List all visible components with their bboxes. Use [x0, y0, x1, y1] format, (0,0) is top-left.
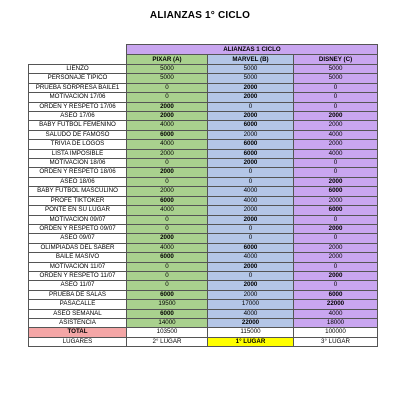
table-row	[29, 196, 378, 205]
row-label: OLIMPIADAS DEL SABER	[29, 243, 127, 252]
column-header-disney: DISNEY (C)	[294, 55, 378, 65]
table-row	[29, 271, 378, 280]
score-cell-disney: 0	[294, 262, 378, 271]
score-cell-disney: 2000	[294, 224, 378, 233]
page-title: ALIANZAS 1° CICLO	[149, 10, 251, 21]
row-label: LISTA IMPOSIBLE	[29, 149, 127, 158]
row-label: BABY FUTBOL FEMENINO	[29, 121, 127, 130]
score-cell-pixar: 6000	[127, 290, 208, 299]
row-label: ASISTENCIA	[29, 318, 127, 327]
table-row	[29, 140, 378, 149]
row-label: BABY FUTBOL MASCULINO	[29, 187, 127, 196]
score-cell-disney: 2000	[294, 121, 378, 130]
score-cell-disney: 2000	[294, 177, 378, 186]
score-cell-pixar: 2000	[127, 187, 208, 196]
score-cell-pixar: 0	[127, 83, 208, 92]
score-cell-disney: 2000	[294, 243, 378, 252]
column-header-row	[29, 55, 378, 65]
score-cell-marvel: 6000	[208, 243, 294, 252]
score-cell-pixar: 5000	[127, 65, 208, 74]
score-cell-marvel: 0	[208, 271, 294, 280]
score-cell-marvel: 4000	[208, 253, 294, 262]
table-row	[29, 74, 378, 83]
score-cell-disney: 0	[294, 281, 378, 290]
total-row	[29, 328, 378, 337]
score-cell-pixar: 0	[127, 262, 208, 271]
score-cell-marvel: 6000	[208, 149, 294, 158]
row-label: ORDEN Y RESPETO 11/07	[29, 271, 127, 280]
row-label: ASEO SEMANAL	[29, 309, 127, 318]
score-cell-disney: 6000	[294, 290, 378, 299]
places-row	[29, 337, 378, 346]
row-label: PRUEBA SORPRESA BAILE1	[29, 83, 127, 92]
score-cell-disney: 5000	[294, 74, 378, 83]
blank-cell	[29, 55, 127, 65]
scores-table-body	[29, 45, 378, 347]
score-cell-marvel: 4000	[208, 196, 294, 205]
table-header-row	[29, 45, 378, 55]
row-label: ASEO 09/07	[29, 234, 127, 243]
row-label: MOTIVACION 09/07	[29, 215, 127, 224]
table-row	[29, 318, 378, 327]
score-cell-disney: 0	[294, 102, 378, 111]
score-cell-marvel: 2000	[208, 93, 294, 102]
table-row	[29, 168, 378, 177]
row-label: SALUDO DE FAMOSO	[29, 130, 127, 139]
place-cell-disney: 3° LUGAR	[294, 337, 378, 346]
score-cell-pixar: 0	[127, 281, 208, 290]
table-row	[29, 262, 378, 271]
score-cell-disney: 4000	[294, 130, 378, 139]
score-cell-pixar: 2000	[127, 168, 208, 177]
blank-cell	[29, 45, 127, 55]
row-label: BAILE MASIVO	[29, 253, 127, 262]
score-cell-disney: 0	[294, 159, 378, 168]
score-cell-disney: 2000	[294, 196, 378, 205]
score-cell-disney: 0	[294, 93, 378, 102]
score-cell-disney: 2000	[294, 112, 378, 121]
score-cell-marvel: 2000	[208, 215, 294, 224]
score-cell-disney: 2000	[294, 140, 378, 149]
table-row	[29, 159, 378, 168]
score-cell-disney: 4000	[294, 149, 378, 158]
score-cell-marvel: 2000	[208, 262, 294, 271]
score-cell-pixar: 6000	[127, 253, 208, 262]
score-cell-marvel: 2000	[208, 130, 294, 139]
row-label: LIENZO	[29, 65, 127, 74]
score-cell-pixar: 6000	[127, 130, 208, 139]
table-row	[29, 243, 378, 252]
column-header-marvel: MARVEL (B)	[208, 55, 294, 65]
score-cell-marvel: 0	[208, 102, 294, 111]
score-cell-marvel: 6000	[208, 140, 294, 149]
score-cell-pixar: 2000	[127, 102, 208, 111]
score-cell-pixar: 6000	[127, 196, 208, 205]
score-cell-pixar: 0	[127, 224, 208, 233]
row-label: PONTE EN SU LUGAR	[29, 206, 127, 215]
score-cell-marvel: 2000	[208, 290, 294, 299]
score-cell-marvel: 5000	[208, 74, 294, 83]
score-cell-disney: 4000	[294, 309, 378, 318]
row-label: ORDEN Y RESPETO 17/06	[29, 102, 127, 111]
score-cell-disney: 0	[294, 168, 378, 177]
score-cell-disney: 2000	[294, 253, 378, 262]
total-cell-disney: 100000	[294, 328, 378, 337]
score-cell-marvel: 0	[208, 234, 294, 243]
score-cell-marvel: 0	[208, 177, 294, 186]
places-label: LUGARES	[29, 337, 127, 346]
score-cell-pixar: 2000	[127, 234, 208, 243]
row-label: ORDEN Y RESPETO 18/06	[29, 168, 127, 177]
table-row	[29, 149, 378, 158]
row-label: ASEO 17/06	[29, 112, 127, 121]
total-label: TOTAL	[29, 328, 127, 337]
table-row	[29, 206, 378, 215]
row-label: ASEO 11/07	[29, 281, 127, 290]
score-cell-disney: 6000	[294, 206, 378, 215]
row-label: PROFE TIKTOKER	[29, 196, 127, 205]
score-cell-disney: 2000	[294, 271, 378, 280]
table-row	[29, 93, 378, 102]
table-row	[29, 224, 378, 233]
score-cell-pixar: 2000	[127, 112, 208, 121]
table-row	[29, 215, 378, 224]
table-row	[29, 102, 378, 111]
score-cell-marvel: 0	[208, 224, 294, 233]
row-label: MOTIVACION 11/07	[29, 262, 127, 271]
row-label: ASEO 18/06	[29, 177, 127, 186]
table-row	[29, 281, 378, 290]
score-cell-marvel: 6000	[208, 121, 294, 130]
row-label: PRUEBA DE SALAS	[29, 290, 127, 299]
score-cell-disney: 22000	[294, 300, 378, 309]
score-cell-marvel: 5000	[208, 65, 294, 74]
table-row	[29, 83, 378, 92]
table-row	[29, 121, 378, 130]
score-cell-marvel: 4000	[208, 187, 294, 196]
score-cell-pixar: 0	[127, 215, 208, 224]
scores-table	[28, 44, 378, 347]
score-cell-disney: 0	[294, 234, 378, 243]
row-label: ORDEN Y RESPETO 09/07	[29, 224, 127, 233]
table-row	[29, 309, 378, 318]
score-cell-marvel: 0	[208, 168, 294, 177]
score-cell-pixar: 0	[127, 177, 208, 186]
table-row	[29, 234, 378, 243]
score-cell-marvel: 2000	[208, 83, 294, 92]
score-cell-pixar: 2000	[127, 149, 208, 158]
score-cell-marvel: 22000	[208, 318, 294, 327]
score-cell-marvel: 4000	[208, 309, 294, 318]
score-cell-pixar: 4000	[127, 140, 208, 149]
table-row	[29, 65, 378, 74]
row-label: PASACALLE	[29, 300, 127, 309]
score-cell-marvel: 2000	[208, 281, 294, 290]
score-cell-disney: 18000	[294, 318, 378, 327]
score-cell-pixar: 0	[127, 159, 208, 168]
score-cell-pixar: 4000	[127, 243, 208, 252]
total-cell-pixar: 103500	[127, 328, 208, 337]
score-cell-pixar: 0	[127, 93, 208, 102]
score-cell-pixar: 6000	[127, 309, 208, 318]
score-cell-pixar: 0	[127, 271, 208, 280]
table-row	[29, 187, 378, 196]
score-cell-pixar: 4000	[127, 206, 208, 215]
score-cell-pixar: 4000	[127, 121, 208, 130]
table-row	[29, 112, 378, 121]
score-cell-pixar: 5000	[127, 74, 208, 83]
score-cell-marvel: 2000	[208, 159, 294, 168]
table-row	[29, 290, 378, 299]
total-cell-marvel: 115000	[208, 328, 294, 337]
column-header-pixar: PIXAR (A)	[127, 55, 208, 65]
score-cell-marvel: 2000	[208, 112, 294, 121]
table-row	[29, 253, 378, 262]
score-cell-disney: 5000	[294, 65, 378, 74]
table-row	[29, 130, 378, 139]
place-cell-pixar: 2° LUGAR	[127, 337, 208, 346]
row-label: MOTIVACION 17/06	[29, 93, 127, 102]
score-cell-disney: 0	[294, 83, 378, 92]
row-label: MOTIVACION 18/06	[29, 159, 127, 168]
row-label: TRIVIA DE LOGOS	[29, 140, 127, 149]
score-cell-marvel: 2000	[208, 206, 294, 215]
place-cell-marvel: 1° LUGAR	[208, 337, 294, 346]
table-header: ALIANZAS 1 CICLO	[127, 45, 378, 55]
score-cell-pixar: 19500	[127, 300, 208, 309]
table-row	[29, 177, 378, 186]
row-label: PERSONAJE TIPICO	[29, 74, 127, 83]
score-cell-pixar: 14000	[127, 318, 208, 327]
table-row	[29, 300, 378, 309]
score-cell-disney: 6000	[294, 187, 378, 196]
score-cell-marvel: 17000	[208, 300, 294, 309]
score-cell-disney: 0	[294, 215, 378, 224]
